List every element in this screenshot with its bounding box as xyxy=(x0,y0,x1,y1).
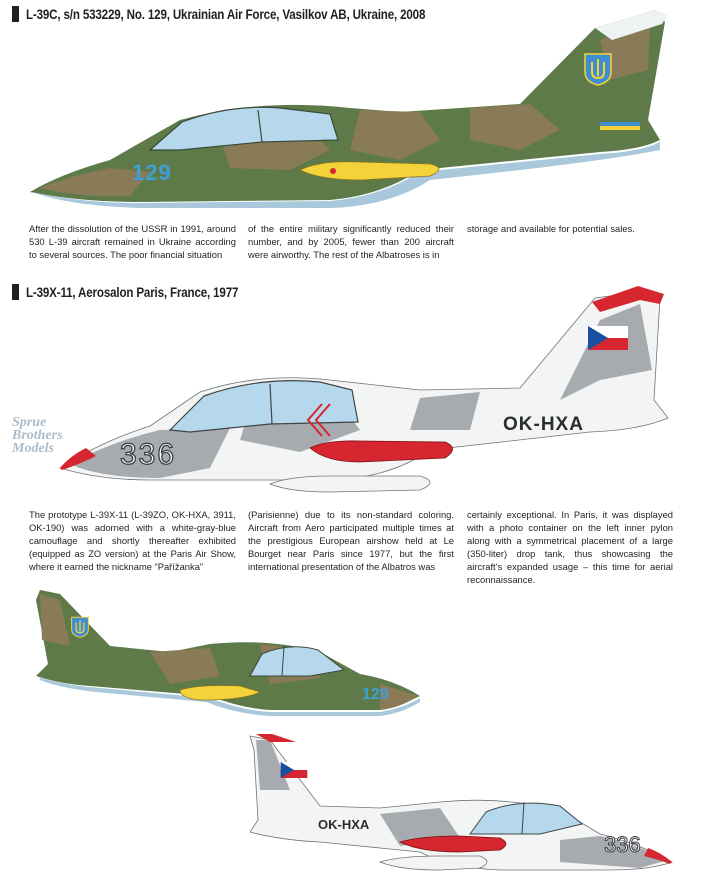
section1-paragraph xyxy=(29,222,673,261)
section2-col-2: (Parisienne) due to its non-standard coloring. Aircraft from Aero participated multiple times at the prestigious European airshow held at Le Bourget near Paris since 1977, but the first international presentation of the Albatros was xyxy=(248,509,454,572)
aircraft-profile-ukraine xyxy=(0,0,703,210)
registration-ok-hxa-right: OK-HXA xyxy=(318,817,370,832)
aircraft-number-129: 129 xyxy=(132,160,172,185)
watermark-line2: Brothers xyxy=(12,428,63,443)
aircraft-profile-paris-right xyxy=(0,730,703,880)
section2-col-1: The prototype L-39X-11 (L-39ZO, OK-HXA, 3911, OK-190) was adorned with a white-gray-blue camouflage and shortly thereafter exhibited (equipped as ZO version) at the Paris Air Show, where it earned the nickname “Pařížanka” xyxy=(29,509,236,572)
section2-paragraph xyxy=(29,508,673,586)
section1-col-1: After the dissolution of the USSR in 1991, around 530 L-39 aircraft remained in Ukraine according to several sources. The poor financial situation xyxy=(29,223,236,260)
aircraft-profile-paris xyxy=(0,280,703,500)
watermark-line3: Models xyxy=(12,441,54,456)
aircraft-number-129-right: 129 xyxy=(362,686,389,703)
registration-ok-hxa: OK-HXA xyxy=(503,414,584,435)
section2-col-3: certainly exceptional. In Paris, it was displayed with a photo container on the left inner pylon along with a symmetrical placement of a large (350-liter) drop tank, thus showcasing the aircraft’s expanded usage – this time for aerial reconnaissance. xyxy=(467,509,673,585)
czechoslovak-flag xyxy=(588,326,628,350)
czechoslovak-flag-2 xyxy=(280,762,308,778)
watermark xyxy=(12,416,86,455)
section2-title: L-39X-11, Aerosalon Paris, France, 1977 xyxy=(26,284,239,300)
aircraft-number-336-right: 336 xyxy=(604,832,641,857)
section1-title: L-39C, s/n 533229, No. 129, Ukrainian Air Force, Vasilkov AB, Ukraine, 2008 xyxy=(26,6,426,22)
aircraft-profile-ukraine-right xyxy=(0,580,703,740)
ukraine-trident-emblem xyxy=(583,52,613,86)
ukraine-trident-emblem-2 xyxy=(70,616,90,638)
watermark-line1: Sprue xyxy=(12,415,47,430)
section1-col-3: storage and available for potential sales. xyxy=(467,223,635,234)
section1-col-2: of the entire military significantly reduced their number, and by 2005, fewer than 200 aircraft were airworthy. The rest of the Albatroses is in xyxy=(248,223,454,260)
aircraft-number-336: 336 xyxy=(120,438,177,471)
